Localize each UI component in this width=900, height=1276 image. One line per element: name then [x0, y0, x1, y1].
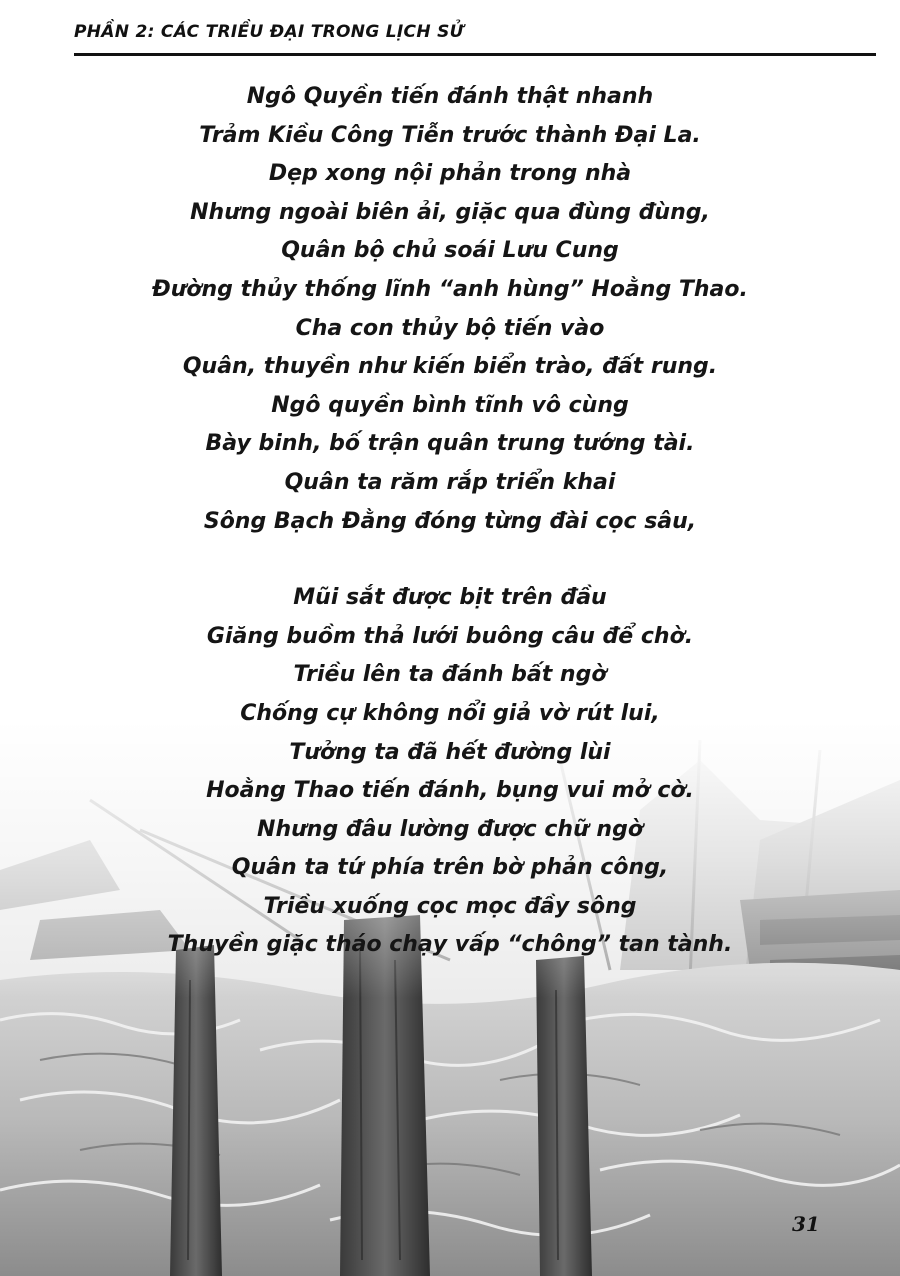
header-divider — [74, 53, 876, 56]
poem-stanza-1 — [0, 78, 900, 541]
poem-line: Bày binh, bố trận quân trung tướng tài. — [205, 431, 695, 457]
poem-line: Thuyền giặc tháo chạy vấp “chông” tan tành. — [167, 932, 733, 958]
poem-line: Sông Bạch Đằng đóng từng đài cọc sâu, — [203, 508, 697, 534]
page-number: 31 — [792, 1212, 820, 1236]
poem-line: Hoằng Thao tiến đánh, bụng vui mở cờ. — [206, 778, 694, 804]
poem-line: Nhưng đâu lường được chữ ngờ — [257, 816, 643, 842]
poem-stanza-2 — [0, 579, 900, 965]
poem-line: Cha con thủy bộ tiến vào — [295, 315, 605, 341]
poem-line: Quân bộ chủ soái Lưu Cung — [281, 238, 619, 264]
poem-line: Quân, thuyền như kiến biển trào, đất rung. — [182, 354, 718, 380]
poem-line: Ngô Quyền tiến đánh thật nhanh — [246, 84, 654, 109]
page-header — [74, 22, 876, 56]
poem-line: Giăng buồm thả lưới buông câu để chờ. — [206, 623, 694, 649]
poem-line: Trảm Kiều Công Tiễn trước thành Đại La. — [199, 122, 701, 148]
poem-line: Triều lên ta đánh bất ngờ — [293, 662, 607, 688]
poem-line: Quân ta tứ phía trên bờ phản công, — [231, 855, 669, 881]
poem — [0, 78, 900, 965]
poem-line: Dẹp xong nội phản trong nhà — [268, 161, 632, 187]
poem-line: Triều xuống cọc mọc đầy sông — [263, 893, 637, 919]
poem-line: Tưởng ta đã hết đường lùi — [289, 739, 611, 765]
poem-line: Quân ta răm rắp triển khai — [284, 469, 616, 495]
poem-line: Nhưng ngoài biên ải, giặc qua đùng đùng, — [190, 199, 710, 225]
poem-line: Chống cự không nổi giả vờ rút lui, — [240, 700, 660, 726]
poem-line: Mũi sắt được bịt trên đầu — [293, 585, 607, 611]
poem-line: Đường thủy thống lĩnh “anh hùng” Hoằng Thao. — [152, 276, 748, 302]
poem-line: Ngô quyền bình tĩnh vô cùng — [271, 392, 629, 418]
stanza-break — [0, 541, 900, 579]
chapter-title: PHẦN 2: CÁC TRIỀU ĐẠI TRONG LỊCH SỬ — [74, 22, 464, 42]
